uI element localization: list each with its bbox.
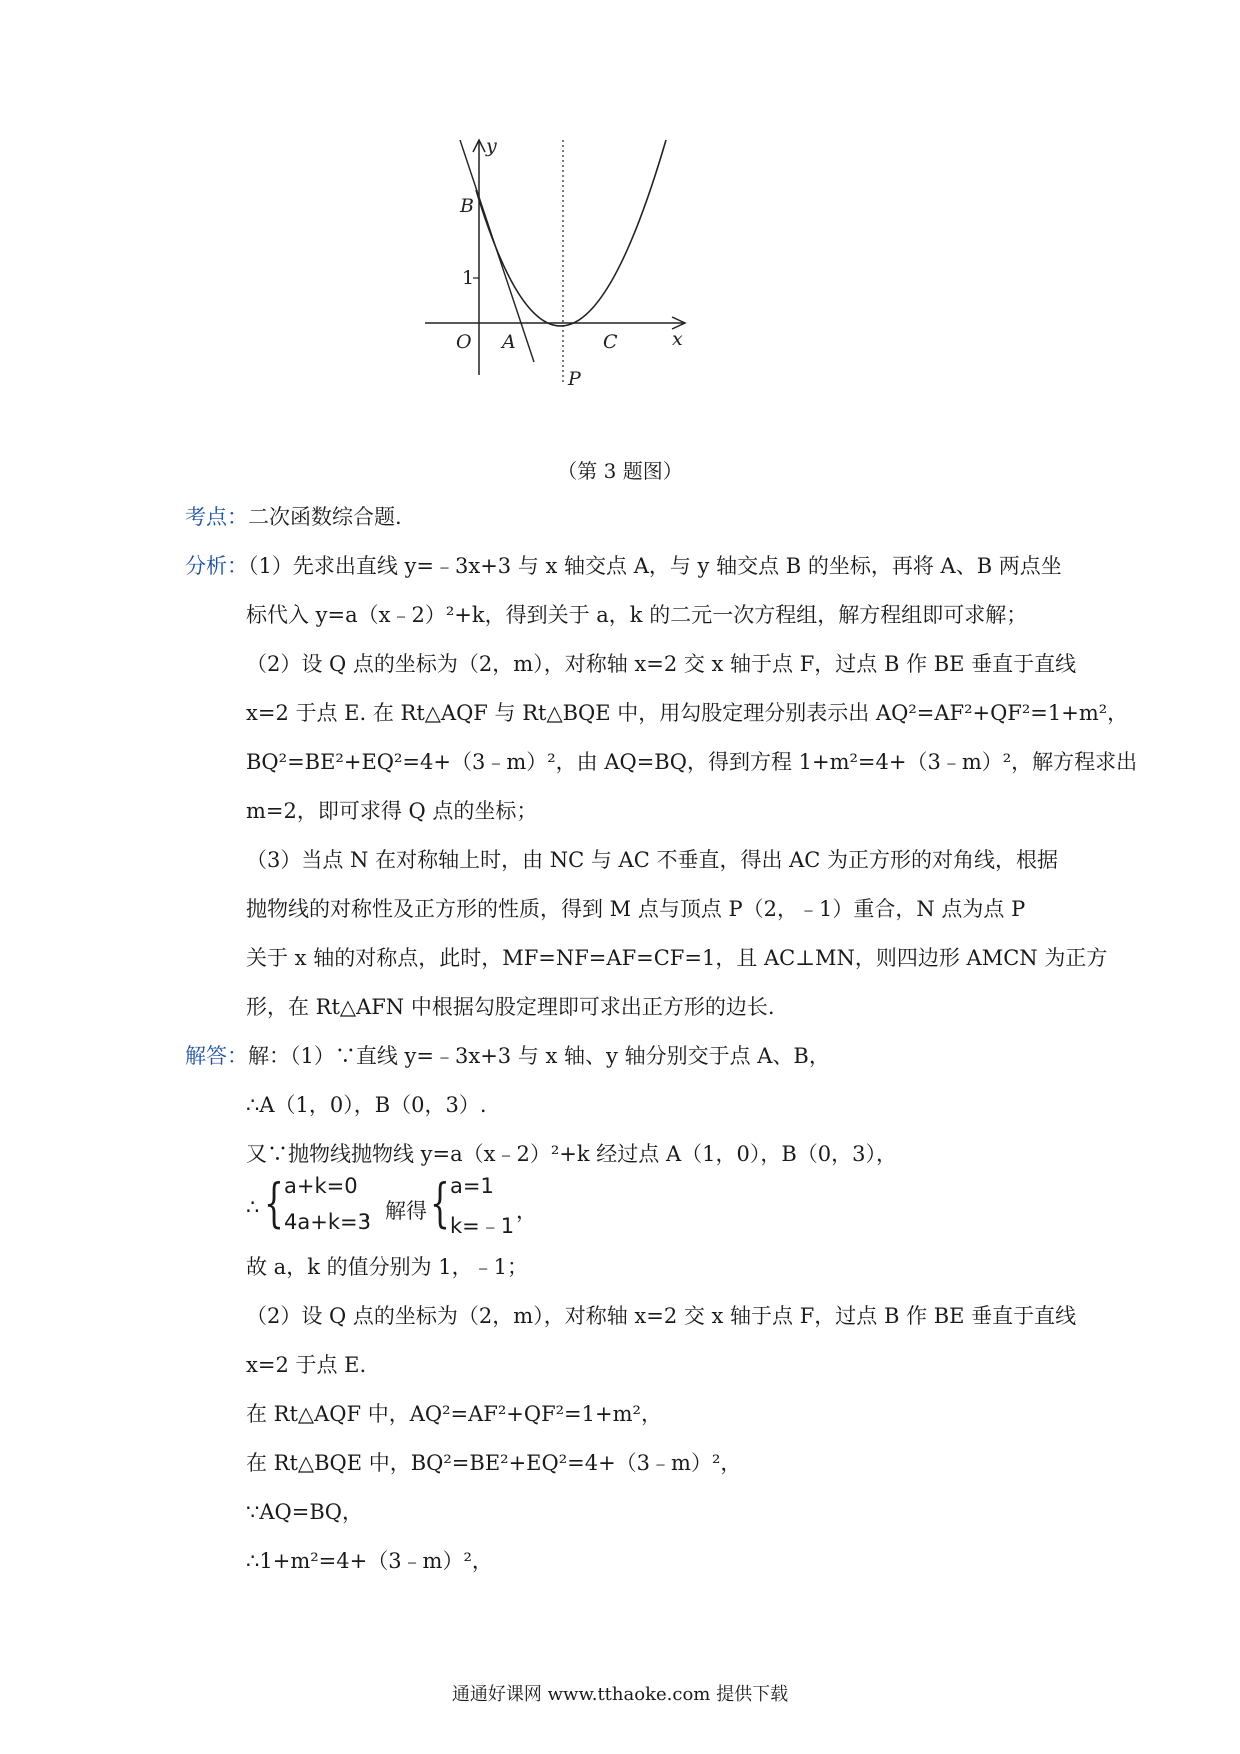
parabola-curve	[476, 140, 666, 326]
jieda-l4: 故 a，k 的值分别为 1，﹣1；	[246, 1255, 528, 1279]
y-axis-label: y	[486, 135, 497, 157]
left-brace-2: {	[430, 1174, 450, 1234]
fenxi-p3-line-1: （3）当点 N 在对称轴上时，由 NC 与 AC 不垂直，得出 AC 为正方形的对角线，根据	[246, 848, 1059, 872]
fenxi-label: 分析：	[185, 554, 248, 578]
system-end-comma: ，	[516, 1199, 537, 1223]
system2-eq2: k=﹣1	[450, 1214, 515, 1238]
kaodian-text: 二次函数综合题.	[248, 505, 402, 529]
fenxi-p3-line-4: 形，在 Rt△AFN 中根据勾股定理即可求出正方形的边长.	[246, 995, 775, 1019]
jieda-label: 解答：	[185, 1044, 248, 1068]
therefore-symbol: ∴	[246, 1195, 260, 1219]
parabola-figure	[456, 135, 780, 450]
kaodian-label: 考点：	[185, 505, 248, 529]
jieda-l2: ∴A（1，0），B（0，3）.	[246, 1093, 487, 1117]
fenxi-p2-line-2: x=2 于点 E. 在 Rt△AQF 与 Rt△BQE 中，用勾股定理分别表示出 AQ²=AF²+QF²=1+m²，	[246, 701, 1129, 725]
figure-caption: （第 3 题图）	[557, 459, 683, 483]
jieda-l3: 又∵抛物线抛物线 y=a（x﹣2）²+k 经过点 A（1，0），B（0，3），	[246, 1142, 897, 1166]
jieda-l7: 在 Rt△AQF 中，AQ²=AF²+QF²=1+m²，	[246, 1402, 662, 1426]
origin-label: O	[456, 331, 472, 353]
left-brace-1: {	[264, 1174, 284, 1234]
jieda-l10: ∴1+m²=4+（3﹣m）²，	[246, 1549, 493, 1573]
system2-eq1: a=1	[450, 1174, 494, 1198]
point-c-label: C	[603, 331, 618, 353]
tick-one-label: 1	[462, 267, 475, 289]
fenxi-p2-line-3: BQ²=BE²+EQ²=4+（3﹣m）²，由 AQ=BQ，得到方程 1+m²=4+（3﹣m）²，解方程求出	[246, 750, 1138, 774]
x-axis-label: x	[672, 328, 683, 350]
fenxi-line-1	[185, 552, 1062, 580]
jieda-l9: ∵AQ=BQ，	[246, 1500, 363, 1524]
fenxi-p3-line-2: 抛物线的对称性及正方形的性质，得到 M 点与顶点 P（2，﹣1）重合，N 点为点 P	[246, 897, 1026, 921]
jieda-l8: 在 Rt△BQE 中，BQ²=BE²+EQ²=4+（3﹣m）²，	[246, 1451, 742, 1475]
system1-eq1: a+k=0	[284, 1174, 358, 1198]
page-footer: 通通好课网 www.tthaoke.com 提供下载	[451, 1684, 789, 1705]
kaodian-line	[185, 503, 402, 531]
solve-text: ，解得	[364, 1199, 427, 1223]
fenxi-p1-line-2: 标代入 y=a（x﹣2）²+k，得到关于 a，k 的二元一次方程组，解方程组即可求解；	[246, 603, 1028, 627]
jieda-l1: 解：（1）∵直线 y=﹣3x+3 与 x 轴、y 轴分别交于点 A、B，	[248, 1044, 830, 1068]
fenxi-p2-line-1: （2）设 Q 点的坐标为（2，m），对称轴 x=2 交 x 轴于点 F，过点 B 作 BE 垂直于直线	[246, 652, 1077, 676]
jieda-l6: x=2 于点 E.	[246, 1353, 367, 1377]
parabola-graph	[456, 135, 780, 450]
fenxi-p1-line-1: （1）先求出直线 y=﹣3x+3 与 x 轴交点 A，与 y 轴交点 B 的坐标，再将 A、B 两点坐	[248, 554, 1062, 578]
point-a-label: A	[502, 331, 516, 353]
system1-eq2: 4a+k=3	[284, 1210, 371, 1234]
point-b-label: B	[460, 195, 474, 217]
jieda-line-1	[185, 1042, 830, 1070]
fenxi-p2-line-4: m=2，即可求得 Q 点的坐标；	[246, 799, 538, 823]
point-p-label: P	[568, 368, 581, 390]
jieda-l5: （2）设 Q 点的坐标为（2，m），对称轴 x=2 交 x 轴于点 F，过点 B 作 BE 垂直于直线	[246, 1304, 1077, 1328]
fenxi-p3-line-3: 关于 x 轴的对称点，此时，MF=NF=AF=CF=1，且 AC⊥MN，则四边形 AMCN 为正方	[246, 946, 1108, 970]
